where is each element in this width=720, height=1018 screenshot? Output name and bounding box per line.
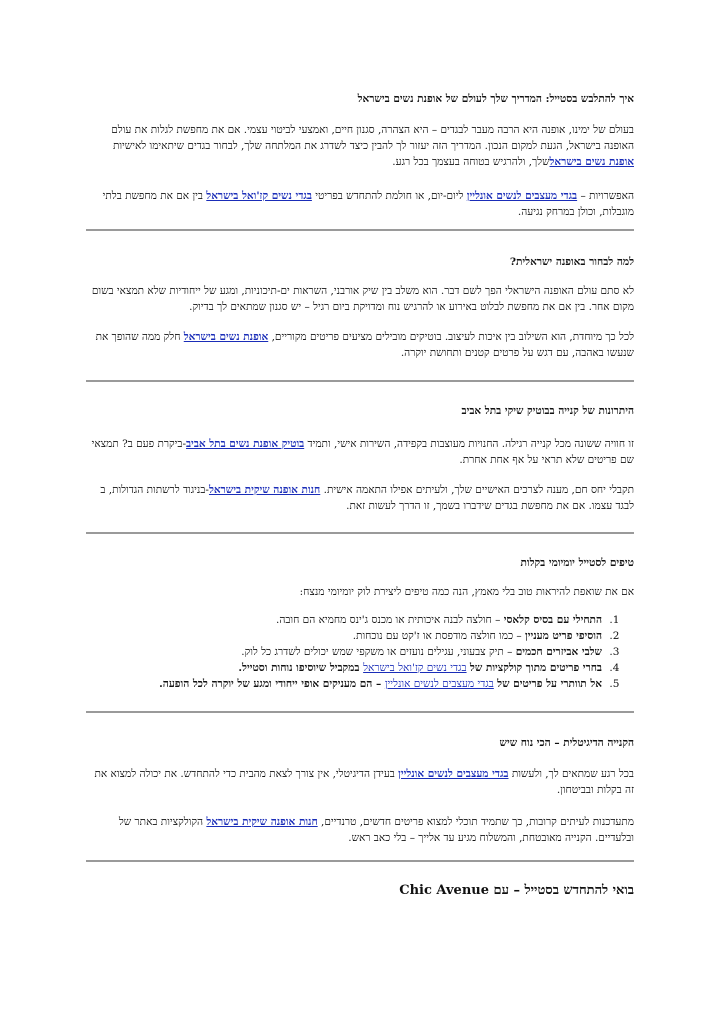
- tips-intro: אם את שואפת להיראות טוב בלי מאמץ, הנה כמה טיפים ליצירת לוק יומיומי מנצח:: [299, 586, 634, 598]
- final-heading-text: בואי להתחדש בסטייל – עם: [493, 883, 634, 898]
- tlv-paragraph-1: [86, 436, 634, 468]
- digital-paragraph-2: [86, 814, 634, 846]
- tip-text: – חולצה לבנה איכותית או מכנס ג'ינס מחמיא הם חובה.: [275, 614, 504, 626]
- tip-bold: התחילי עם בסיס קלאסי: [503, 614, 602, 626]
- digital-p2-text-end: הקולקציות באתר של ובלעדיים. הקנייה מאובטחת, והמשלוח מגיע עד אלייך – בלי כאב ראש.: [118, 816, 634, 844]
- tip-bold: אל תוותרי על פריטים של: [497, 678, 602, 690]
- intro-heading: איך להתלבש בסטייל: המדריך שלך לעולם של אופנת נשים בישראל: [357, 93, 634, 105]
- list-item: [86, 612, 606, 628]
- final-heading: [86, 882, 634, 898]
- tips-list: [86, 612, 634, 692]
- tips-heading: טיפים לסטייל יומיומי בקלות: [520, 557, 634, 569]
- digital-p2-text: מתעדכנות לעיתים קרובות, כך שתמיד תוכלי למצוא פריטים חדשים, טרנדיים,: [317, 816, 634, 828]
- intro-p2-text-end: בין אם את מחפשת בלתי מוגבלות, וכולן במרחק נגיעה.: [102, 190, 634, 218]
- tlv-heading: היתרונות של קנייה בבוטיק שיקי בתל אביב: [461, 405, 634, 417]
- tip-bold: הוסיפי פריט מעניין: [525, 630, 602, 642]
- tip-text: במקביל שיוסיפו נוחות וסטייל.: [238, 662, 364, 674]
- link-chic-store[interactable]: חנות אופנה שיקית בישראל: [208, 484, 321, 496]
- intro-section: [86, 92, 634, 220]
- list-item: [86, 644, 606, 660]
- intro-p2-mid: ליום-יום, או חולמת להתחדש בפריטי: [311, 190, 467, 202]
- tip-bold: שלבי אביזרים חכמים: [515, 646, 602, 658]
- link-casual-israel[interactable]: בגדי נשים קז'ואל בישראל: [206, 190, 312, 202]
- intro-p1-text-end: שלך, ולהרגיש בטוחה בעצמך בכל רגע.: [392, 156, 550, 168]
- tip-text: – כמו חולצה מודפסת או ז'קט עם נוכחות.: [352, 630, 526, 642]
- link-designer-online[interactable]: בגדי מעצבים לנשים אונליין: [466, 190, 578, 202]
- tlv-p1-text: זו חוויה ששונה מכל קנייה רגילה. החנויות מעוצבות בקפידה, השירות אישי, ותמיד: [304, 438, 634, 450]
- why-heading: למה לבחור באופנה ישראלית?: [509, 256, 634, 268]
- intro-paragraph-1: [86, 122, 634, 170]
- intro-p2-text: האפשרויות –: [577, 190, 634, 202]
- tlv-p1-text-end: -ביקרת פעם ב? תמצאי שם פריטים שלא תראי על אף אחת אחרת.: [91, 438, 634, 466]
- list-item: [86, 628, 606, 644]
- link-boutique-tlv[interactable]: בוטיק אופנת נשים בתל אביב: [186, 438, 305, 450]
- divider: [86, 711, 634, 713]
- tlv-section: [86, 404, 634, 514]
- tlv-p2-text: תקבלי יחס חם, מענה לצרכים האישיים שלך, ולעיתים אפילו התאמה אישית.: [320, 484, 634, 496]
- link-chic-store-2[interactable]: חנות אופנה שיקית בישראל: [206, 816, 318, 828]
- why-p2-text: לכל כך מיוחדת, הוא השילוב בין איכות לעיצוב. בוטיקים מובילים מציעים פריטים מקוריים,: [268, 331, 634, 343]
- link-fashion-israel-2[interactable]: אופנת נשים בישראל: [183, 331, 269, 343]
- link-designer-online-2[interactable]: בגדי מעצבים לנשים אונליין: [384, 678, 494, 690]
- list-item: [86, 660, 606, 676]
- why-p2-text-end: חלק ממה שהופך את שנעשו באהבה, עם דגש על פרטים קטנים ותחושת יוקרה.: [95, 331, 634, 359]
- why-paragraph-1: לא סתם עולם האופנה הישראלי הפך לשם דבר. הוא משלב בין שיק אורבני, השראות ים-תיכוניות, ומגע של ייחודיות שלא תמצאי בשום מקום אחר. בין אם את מחפשת לבלוט באירוע או להרגיש נוח ומדויקת ביום רגיל – יש סגנון שמתאים לך בדיוק.: [91, 285, 634, 313]
- intro-paragraph-2: [86, 188, 634, 220]
- divider: [86, 380, 634, 382]
- divider: [86, 229, 634, 231]
- brand-name: Chic Avenue: [399, 883, 489, 898]
- link-fashion-israel[interactable]: אופנת נשים בישראל: [549, 156, 634, 168]
- digital-p1-text-end: בעידן הדיגיטלי, אין צורך לצאת מהבית כדי להתחדש. את יכולה למצוא את זה בקלות ובביטחון.: [94, 768, 634, 796]
- digital-heading: הקנייה הדיגיטלית – הכי נוח שיש: [499, 737, 634, 749]
- tip-text: – הם מעניקים אופי ייחודי ומגע של יוקרה לכל הופעה.: [159, 678, 385, 690]
- digital-paragraph-1: [86, 766, 634, 798]
- tips-section: [86, 556, 634, 692]
- divider: [86, 860, 634, 862]
- tip-bold: בחרי פריטים מתוך קולקציות של: [469, 662, 602, 674]
- tlv-p2-text-end: -בניגוד לרשתות הגדולות, ב לבגד עצמו. אם את מחפשת בגדים שידברו בשמך, זו הדרך לעשות זאת.: [100, 484, 634, 512]
- why-paragraph-2: [86, 329, 634, 361]
- link-casual-israel-2[interactable]: בגדי נשים קז'ואל בישראל: [363, 662, 467, 674]
- intro-p1-text: בעולם של ימינו, אופנה היא הרבה מעבר לבגדים – היא הצהרה, סגנון חיים, ואמצעי לביטוי עצמי. אם את מחפשת לגלות את עולם האופנה בישראל, הגעת למקום הנכון. המדריך הזה יעזור לך להבין כיצד לשדרג את המלתחה שלך, לבחור בגדים שיתאימו לאישיות: [111, 124, 634, 152]
- tip-text: – תיק צבעוני, עגילים נועזים או משקפי שמש יכולים לשדרג כל לוק.: [241, 646, 516, 658]
- digital-p1-text: בכל רגע שמתאים לך, ולעשות: [508, 768, 634, 780]
- list-item: [86, 676, 606, 692]
- digital-section: [86, 736, 634, 846]
- divider: [86, 532, 634, 534]
- link-designer-online-3[interactable]: בגדי מעצבים לנשים אונליין: [398, 768, 509, 780]
- why-section: [86, 255, 634, 361]
- tlv-paragraph-2: [86, 482, 634, 514]
